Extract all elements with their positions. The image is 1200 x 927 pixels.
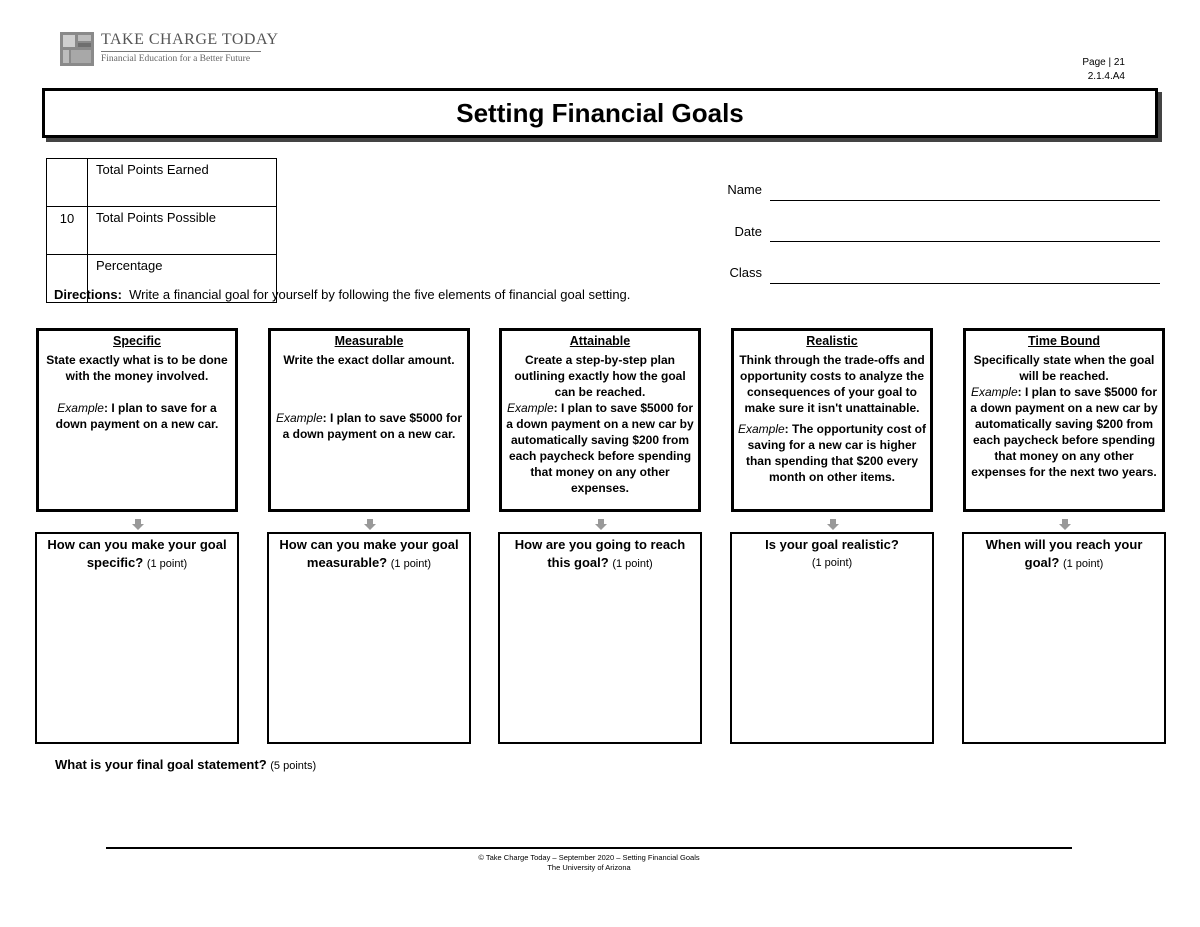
measurable-description: Write the exact dollar amount. [283,353,455,367]
measurable-example-label: Example [275,411,323,425]
directions [54,287,630,302]
logo-divider [101,51,261,52]
logo-title: TAKE CHARGE TODAY [101,31,279,48]
measurable-question: How can you make your goal measurable? [279,537,459,570]
arrow-down-icon [595,518,607,530]
title-banner [42,88,1158,138]
points-possible-label: Total Points Possible [88,207,277,255]
realistic-answer-box[interactable] [730,532,934,744]
realistic-question: Is your goal realistic? [765,537,899,552]
attainable-example-label: Example [506,401,554,415]
realistic-example-label: Example [737,422,785,436]
time-bound-points: (1 point) [1062,558,1104,570]
table-row [47,159,277,207]
realistic-heading: Realistic [806,334,858,348]
directions-text: Write a financial goal for yourself by following the five elements of financial goal setting. [129,287,631,302]
measurable-heading: Measurable [334,334,404,348]
realistic-description: Think through the trade-offs and opportunity costs to analyze the consequences of your goal to make sure it isn't unattainable. [739,353,925,415]
footer-divider [106,847,1072,849]
time-bound-box [963,328,1165,512]
realistic-example-text: : The opportunity cost of saving for a new car is higher than spending that $200 every month on other items. [745,422,926,484]
date-field[interactable] [770,241,1160,242]
footer-university: The University of Arizona [547,863,631,872]
measurable-answer-box[interactable] [267,532,471,744]
time-bound-description: Specifically state when the goal will be reached. [973,353,1155,383]
final-question: What is your final goal statement? [55,757,267,772]
realistic-box [731,328,933,512]
percentage-label: Percentage [88,255,277,303]
specific-example-text: : I plan to save for a down payment on a new car. [55,401,219,431]
date-label: Date [734,224,762,239]
name-field[interactable] [770,200,1160,201]
attainable-points: (1 point) [612,558,653,570]
time-bound-heading: Time Bound [1028,334,1100,348]
page-label: Page | 21 [1082,57,1125,68]
final-goal-prompt [55,757,316,772]
table-row [47,207,277,255]
arrow-down-icon [364,518,376,530]
directions-label: Directions: [54,287,122,302]
attainable-question: How are you going to reach this goal? [514,537,686,570]
page-number [1082,56,1125,84]
specific-example-label: Example [57,401,104,415]
time-bound-example-text: : I plan to save $5000 for a down payment on a new car by automatically saving $200 from each paycheck before spending that money on any other expenses for the next two years. [970,385,1158,479]
specific-answer-box[interactable] [35,532,239,744]
realistic-points: (1 point) [811,557,853,569]
specific-description: State exactly what is to be done with the money involved. [46,353,228,383]
logo-icon [60,32,94,66]
attainable-box [499,328,701,512]
points-earned-value[interactable] [47,159,88,207]
page-title: Setting Financial Goals [456,98,744,128]
measurable-points: (1 point) [390,558,432,570]
specific-heading: Specific [113,334,161,348]
name-label: Name [727,182,762,197]
footer-copyright: © Take Charge Today – September 2020 – Setting Financial Goals [478,853,700,862]
final-points: (5 points) [270,760,317,772]
specific-question: How can you make your goal specific? [47,537,227,570]
specific-points: (1 point) [146,558,188,570]
time-bound-example-label: Example [970,385,1018,399]
class-field[interactable] [770,283,1160,284]
measurable-example-text: : I plan to save $5000 for a down payment on a new car. [282,411,463,441]
specific-box [36,328,238,512]
arrow-down-icon [827,518,839,530]
measurable-box [268,328,470,512]
points-possible-value: 10 [47,207,88,255]
attainable-heading: Attainable [569,334,631,348]
time-bound-question: When will you reach your goal? [985,537,1143,570]
arrow-down-icon [1059,518,1071,530]
attainable-answer-box[interactable] [498,532,702,744]
arrow-down-icon [132,518,144,530]
attainable-description: Create a step-by-step plan outlining exactly how the goal can be reached. [514,353,686,399]
class-label: Class [729,265,762,280]
doc-code: 2.1.4.A4 [1087,71,1125,82]
points-earned-label: Total Points Earned [88,159,277,207]
logo-subtitle: Financial Education for a Better Future [101,54,251,64]
points-table [46,158,277,303]
time-bound-answer-box[interactable] [962,532,1166,744]
attainable-example-text: : I plan to save $5000 for a down payment on a new car by automatically saving $200 from each paycheck before spending that money on any other expenses. [506,401,694,495]
